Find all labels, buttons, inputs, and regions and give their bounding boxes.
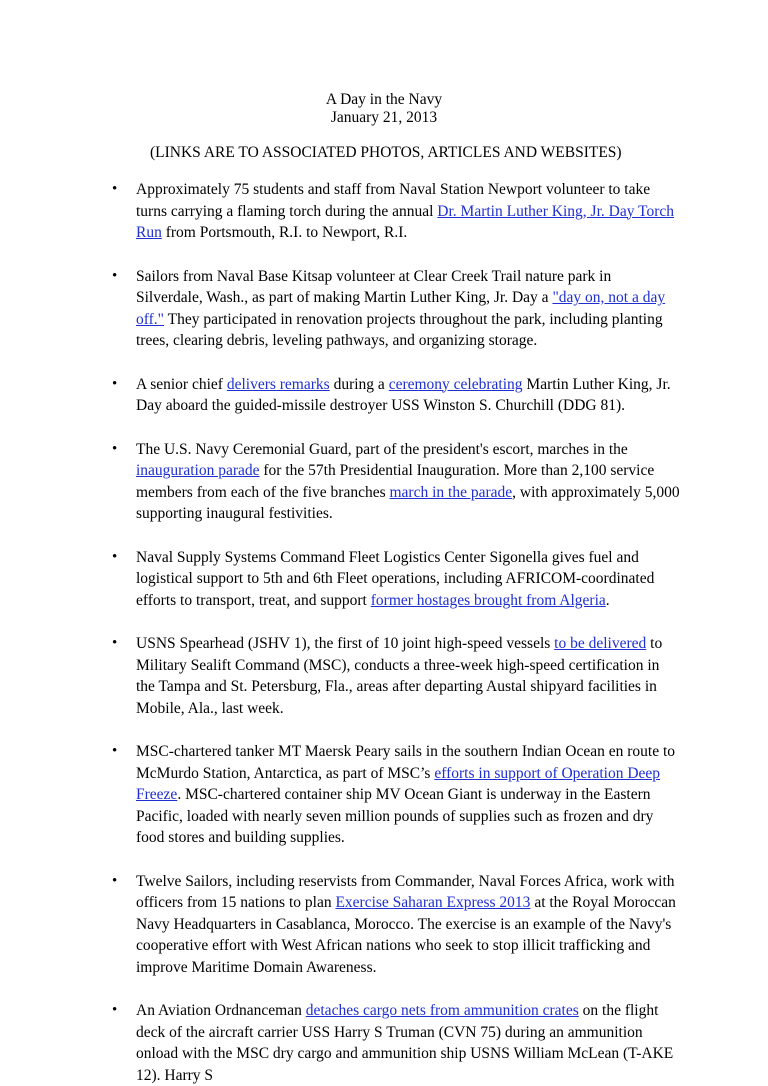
item-text: during a [329,375,389,393]
news-list [0,179,768,1086]
list-item [0,633,681,719]
item-text: An Aviation Ordnanceman [136,1002,306,1019]
to-be-delivered-link[interactable]: to be delivered [554,635,647,652]
list-item [0,179,681,244]
former-hostages-link[interactable]: former hostages brought from Algeria [370,591,606,609]
document-date: January 21, 2013 [330,109,438,126]
list-item [0,871,681,979]
list-item [0,547,681,612]
links-note: (LINKS ARE TO ASSOCIATED PHOTOS, ARTICLES AND WEBSITES) [150,144,622,161]
deep-freeze-link[interactable]: efforts in support of Operation Deep Freeze [136,764,661,803]
bullet-icon: • [112,375,118,392]
item-text: . MSC-chartered container ship MV Ocean Giant is underway in the Eastern Pacific, loaded with nearly seven million pounds of supplies such as frozen and dry food stores and building supplies. [136,786,654,846]
bullet-icon: • [112,440,118,457]
item-text: The U.S. Navy Ceremonial Guard, part of the president's escort, marches in the [136,440,628,458]
item-text: . [605,591,610,609]
item-text: Naval Supply Systems Command Fleet Logistics Center Sigonella gives fuel and logistical support to 5th and 6th Fleet operations, including AFRICOM-coordinated efforts to transport, treat, and support [136,548,655,609]
saharan-express-link[interactable]: Exercise Saharan Express 2013 [335,894,531,911]
document-title: A Day in the Navy [325,91,443,108]
item-text: to Military Sealift Command (MSC), conducts a three-week high-speed certification in the Tampa and St. Petersburg, Fla., areas after departing Austal shipyard facilities in Mobile, Ala., last week. [136,635,663,717]
bullet-icon: • [112,872,118,889]
list-item [0,439,681,525]
list-item [0,374,681,417]
bullet-icon: • [112,181,118,197]
item-text: Approximately 75 students and staff from Naval Station Newport volunteer to take turns carrying a flaming torch during the annual [136,181,651,220]
ceremony-celebrating-link[interactable]: ceremony celebrating [388,375,523,393]
bullet-icon: • [112,267,118,284]
list-item [0,266,681,352]
item-text: Sailors from Naval Base Kitsap volunteer at Clear Creek Trail nature park in Silverdale, Wash., as part of making Martin Luther King, Jr. Day a [136,267,612,306]
item-text: They participated in renovation projects throughout the park, including planting trees, clearing debris, leveling pathways, and organizing storage. [136,310,663,349]
item-text: USNS Spearhead (JSHV 1), the first of 10 joint high-speed vessels [136,635,555,652]
item-text: MSC-chartered tanker MT Maersk Peary sails in the southern Indian Ocean en route to McMurdo Station, Antarctica, as part of MSC’s [136,743,676,782]
item-text: , with approximately 5,000 supporting inaugural festivities. [136,483,680,522]
item-text: at the Royal Moroccan Navy Headquarters in Casablanca, Morocco. The exercise is an example of the Navy's cooperative effort with West African nations who seek to stop illicit trafficking and improve Maritime Domain Awareness. [136,894,676,976]
march-in-parade-link[interactable]: march in the parade [389,483,513,501]
item-text: Twelve Sailors, including reservists from Commander, Naval Forces Africa, work with officers from 15 nations to plan [136,872,675,911]
item-text: A senior chief [136,375,227,393]
item-text: from Portsmouth, R.I. to Newport, R.I. [161,224,408,241]
bullet-icon: • [112,635,118,651]
day-on-link[interactable]: "day on, not a day off." [136,289,666,328]
list-item [0,1000,681,1086]
torch-run-link[interactable]: Dr. Martin Luther King, Jr. Day Torch Run [136,202,674,241]
item-text: Martin Luther King, Jr. Day aboard the guided-missile destroyer USS Winston S. Churchill (DDG 81). [136,375,671,414]
cargo-nets-link[interactable]: detaches cargo nets from ammunition crates [305,1002,579,1019]
list-item [0,741,681,849]
item-text: on the flight deck of the aircraft carrier USS Harry S Truman (CVN 75) during an ammunition onload with the MSC dry cargo and ammunition ship USNS William McLean (T-AKE 12). Harry S [136,1002,674,1084]
inauguration-parade-link[interactable]: inauguration parade [136,462,260,479]
delivers-remarks-link[interactable]: delivers remarks [226,375,330,393]
bullet-icon: • [112,743,118,759]
bullet-icon: • [112,1002,118,1018]
bullet-icon: • [112,548,118,565]
item-text: for the 57th Presidential Inauguration. More than 2,100 service members from each of the five branches [136,462,655,501]
